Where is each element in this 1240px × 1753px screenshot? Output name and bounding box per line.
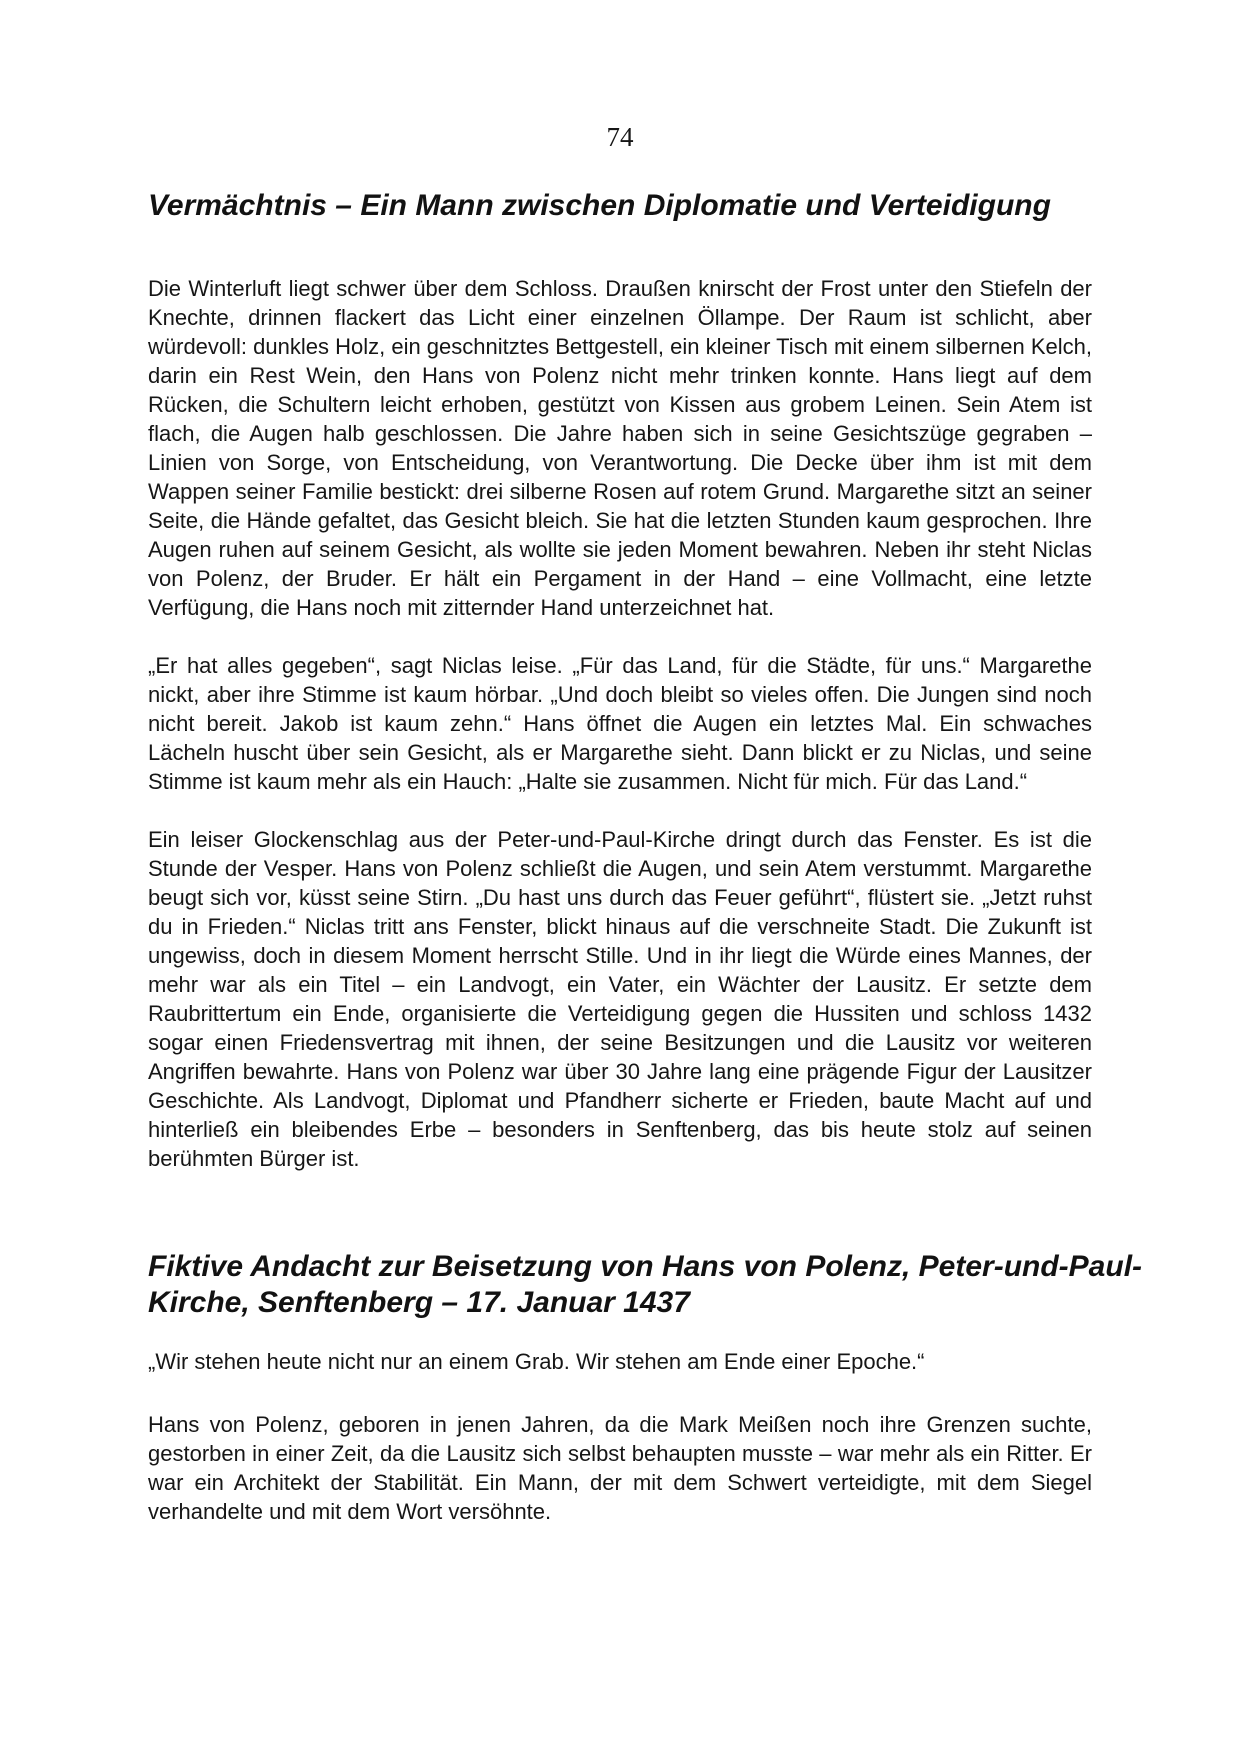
section-heading [148, 1249, 1143, 1321]
body-paragraph: „Er hat alles gegeben“, sagt Niclas leise. „Für das Land, für die Städte, für uns.“ Margarethe nickt, aber ihre Stimme ist kaum hörbar. „Und doch bleibt so vieles offen. Die Jungen sind noch nicht bereit. Jakob ist kaum zehn.“ Hans öffnet die Augen ein letztes Mal. Ein schwaches Lächeln huscht über sein Gesicht, als er Margarethe sieht. Dann blickt er zu Niclas, und seine Stimme ist kaum mehr als ein Hauch: „Halte sie zusammen. Nicht für mich. Für das Land.“ [148, 653, 1092, 794]
section-heading-line-2: Kirche, Senftenberg – 17. Januar 1437 [148, 1286, 690, 1319]
section-heading-line-1: Fiktive Andacht zur Beisetzung von Hans von Polenz, Peter-und-Paul- [148, 1250, 1143, 1283]
quote-paragraph: „Wir stehen heute nicht nur an einem Grab. Wir stehen am Ende einer Epoche.“ [148, 1349, 925, 1374]
chapter-heading: Vermächtnis – Ein Mann zwischen Diplomatie und Verteidigung [148, 189, 1051, 222]
body-paragraph: Ein leiser Glockenschlag aus der Peter-und-Paul-Kirche dringt durch das Fenster. Es ist die Stunde der Vesper. Hans von Polenz schließt die Augen, und sein Atem verstummt. Margarethe beugt sich vor, küsst seine Stirn. „Du hast uns durch das Feuer geführt“, flüstert sie. „Jetzt ruhst du in Frieden.“ Niclas tritt ans Fenster, blickt hinaus auf die verschneite Stadt. Die Zukunft ist ungewiss, doch in diesem Moment herrscht Stille. Und in ihr liegt die Würde eines Mannes, der mehr war als ein Titel – ein Landvogt, ein Vater, ein Wächter der Lausitz. Er setzte dem Raubrittertum ein Ende, organisierte die Verteidigung gegen die Hussiten und schloss 1432 sogar einen Friedensvertrag mit ihnen, der seine Besitzungen und die Lausitz vor weiteren Angriffen bewahrte. Hans von Polenz war über 30 Jahre lang eine prägende Figur der Lausitzer Geschichte. Als Landvogt, Diplomat und Pfandherr sicherte er Frieden, baute Macht auf und hinterließ ein bleibendes Erbe – besonders in Senftenberg, das bis heute stolz auf seinen berühmten Bürger ist. [148, 827, 1092, 1171]
body-paragraph: Hans von Polenz, geboren in jenen Jahren, da die Mark Meißen noch ihre Grenzen suchte, gestorben in einer Zeit, da die Lausitz sich selbst behaupten musste – war mehr als ein Ritter. Er war ein Architekt der Stabilität. Ein Mann, der mit dem Schwert verteidigte, mit dem Siegel verhandelte und mit dem Wort versöhnte. [148, 1412, 1092, 1524]
body-paragraph: Die Winterluft liegt schwer über dem Schloss. Draußen knirscht der Frost unter den Stiefeln der Knechte, drinnen flackert das Licht einer einzelnen Öllampe. Der Raum ist schlicht, aber würdevoll: dunkles Holz, ein geschnitztes Bettgestell, ein kleiner Tisch mit einem silbernen Kelch, darin ein Rest Wein, den Hans von Polenz nicht mehr trinken konnte. Hans liegt auf dem Rücken, die Schultern leicht erhoben, gestützt von Kissen aus grobem Leinen. Sein Atem ist flach, die Augen halb geschlossen. Die Jahre haben sich in seine Gesichtszüge gegraben – Linien von Sorge, von Entscheidung, von Verantwortung. Die Decke über ihm ist mit dem Wappen seiner Familie bestickt: drei silberne Rosen auf rotem Grund. Margarethe sitzt an seiner Seite, die Hände gefaltet, das Gesicht bleich. Sie hat die letzten Stunden kaum gesprochen. Ihre Augen ruhen auf seinem Gesicht, als wollte sie jeden Moment bewahren. Neben ihr steht Niclas von Polenz, der Bruder. Er hält ein Pergament in der Hand – eine Vollmacht, eine letzte Verfügung, die Hans noch mit zitternder Hand unterzeichnet hat. [148, 276, 1093, 620]
page-number: 74 [606, 122, 634, 152]
